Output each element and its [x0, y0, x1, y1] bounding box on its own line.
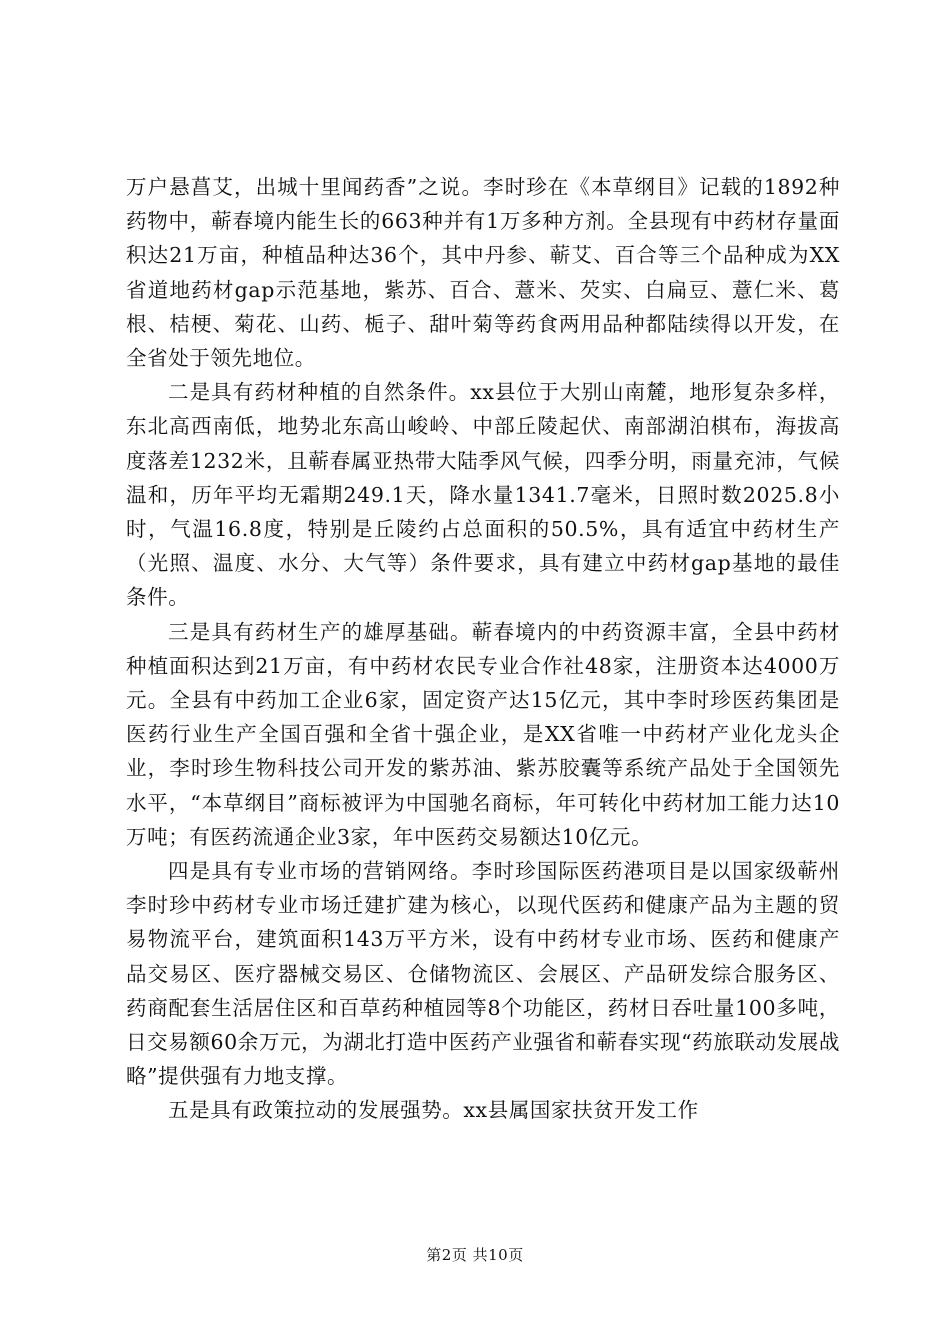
page-footer	[0, 1244, 950, 1265]
paragraph-continuation: 万户悬菖艾，出城十里闻药香”之说。李时珍在《本草纲目》记载的1892种药物中，蕲春境内能生长的663种并有1万多种方剂。全县现有中药材存量面积达21万亩，种植品种达36个，其中丹参、蕲艾、百合等三个品种成为XX省道地药材gap示范基地，紫苏、百合、薏米、芡实、白扁豆、薏仁米、葛根、桔梗、菊花、山药、栀子、甜叶菊等药食两用品种都陆续得以开发，在全省处于领先地位。	[126, 175, 840, 371]
paragraph-production-base: 三是具有药材生产的雄厚基础。蕲春境内的中药资源丰富，全县中药材种植面积达到21万亩，有中药材农民专业合作社48家，注册资本达4000万元。全县有中药加工企业6家，固定资产达15亿元，其中李时珍医药集团是医药行业生产全国百强和全省十强企业，是XX省唯一中药材产业化龙头企业，李时珍生物科技公司开发的紫苏油、紫苏胶囊等系统产品处于全国领先水平，“本草纲目”商标被评为中国驰名商标，年可转化中药材加工能力达10万吨；有医药流通企业3家，年中医药交易额达10亿元。	[126, 619, 840, 849]
paragraph-market-network: 四是具有专业市场的营销网络。李时珍国际医药港项目是以国家级蕲州李时珍中药材专业市场迁建扩建为核心，以现代医药和健康产品为主题的贸易物流平台，建筑面积143万平方米，设有中药材专业市场、医药和健康产品交易区、医疗器械交易区、仓储物流区、会展区、产品研发综合服务区、药商配套生活居住区和百草药种植园等8个功能区，药材日吞吐量100多吨，日交易额60余万元，为湖北打造中医药产业强省和蕲春实现“药旅联动发展战略”提供强有力地支撑。	[126, 859, 840, 1089]
document-body	[126, 170, 840, 1128]
page-number: 第2页 共10页	[426, 1246, 524, 1264]
paragraph-natural-conditions: 二是具有药材种植的自然条件。xx县位于大别山南麓，地形复杂多样，东北高西南低，地势北东高山峻岭、中部丘陵起伏、南部湖泊棋布，海拔高度落差1232米，且蕲春属亚热带大陆季风气候，四季分明，雨量充沛，气候温和，历年平均无霜期249.1天，降水量1341.7毫米，日照时数2025.8小时，气温16.8度，特别是丘陵约占总面积的50.5%，具有适宜中药材生产（光照、温度、水分、大气等）条件要求，具有建立中药材gap基地的最佳条件。	[126, 380, 840, 610]
paragraph-policy: 五是具有政策拉动的发展强势。xx县属国家扶贫开发工作	[168, 1098, 699, 1123]
